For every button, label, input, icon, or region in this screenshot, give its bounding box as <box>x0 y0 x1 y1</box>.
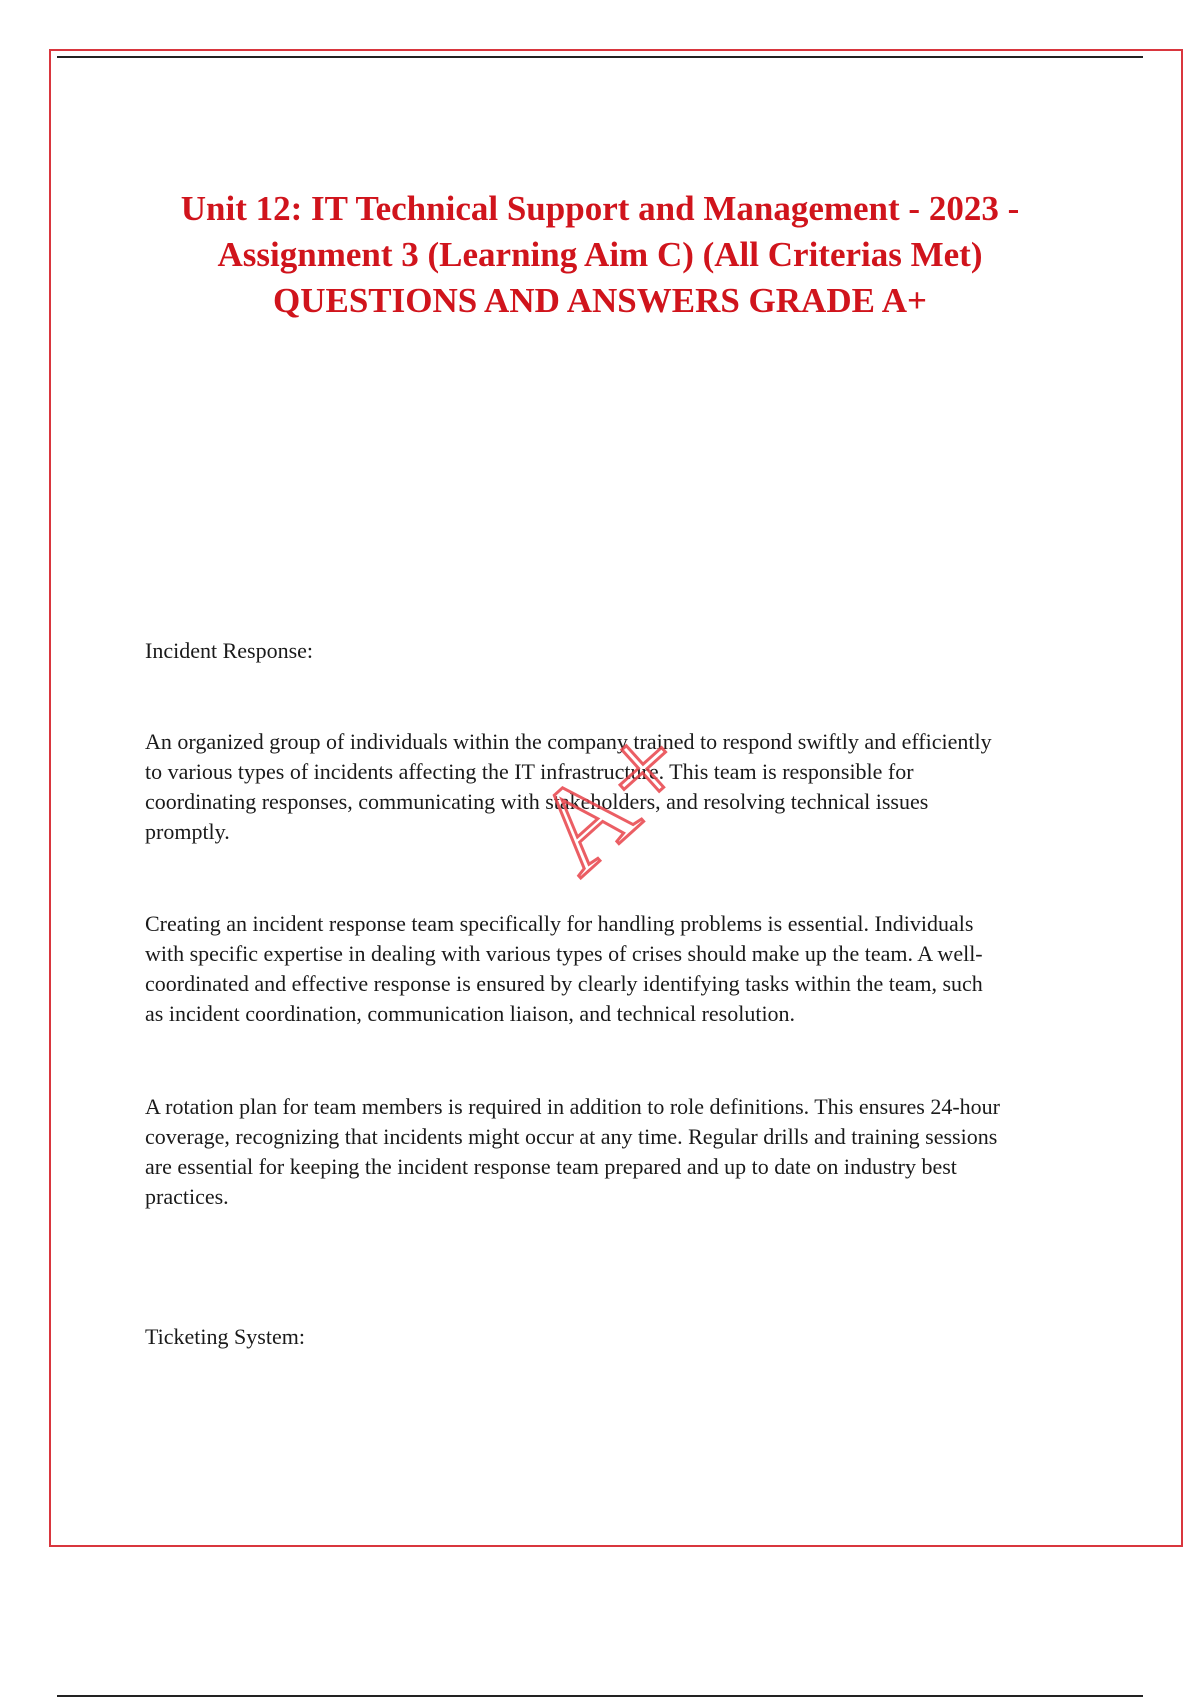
title-line-3: QUESTIONS AND ANSWERS GRADE A+ <box>273 281 927 320</box>
title-line-2: Assignment 3 (Learning Aim C) (All Criterias Met) <box>217 235 983 274</box>
heading-ticketing-system: Ticketing System: <box>145 1324 305 1349</box>
paragraph-line: practices. <box>145 1184 229 1209</box>
title-line-1: Unit 12: IT Technical Support and Management - 2023 - <box>180 189 1020 228</box>
paragraph-line: are essential for keeping the incident response team prepared and up to date on industry best <box>145 1154 957 1179</box>
paragraph-team-creation <box>145 909 1095 1029</box>
paragraph-line: with specific expertise in dealing with various types of crises should make up the team. A well- <box>145 941 983 966</box>
top-rule <box>57 56 1143 58</box>
paragraph-line: as incident coordination, communication liaison, and technical resolution. <box>145 1001 796 1026</box>
grade-watermark-stamp <box>508 695 712 905</box>
watermark-grade-text: A+ <box>508 695 712 899</box>
paragraph-line: to various types of incidents affecting the IT infrastructure. This team is responsible for <box>145 759 914 784</box>
paragraph-line: coordinating responses, communicating with stakeholders, and resolving technical issues <box>145 789 929 814</box>
paragraph-rotation-plan <box>145 1092 1095 1212</box>
paragraph-line: promptly. <box>145 819 230 844</box>
paragraph-line: coverage, recognizing that incidents might occur at any time. Regular drills and training sessions <box>145 1124 998 1149</box>
bottom-rule <box>57 1695 1143 1697</box>
heading-incident-response: Incident Response: <box>145 638 314 663</box>
paragraph-line: coordinated and effective response is ensured by clearly identifying tasks within the team, such <box>145 971 983 996</box>
paragraph-line: Creating an incident response team specifically for handling problems is essential. Individuals <box>145 911 974 936</box>
document-title <box>100 186 1100 324</box>
paragraph-line: An organized group of individuals within the company trained to respond swiftly and efficiently <box>145 729 992 754</box>
paragraph-line: A rotation plan for team members is required in addition to role definitions. This ensures 24-hour <box>145 1094 1000 1119</box>
